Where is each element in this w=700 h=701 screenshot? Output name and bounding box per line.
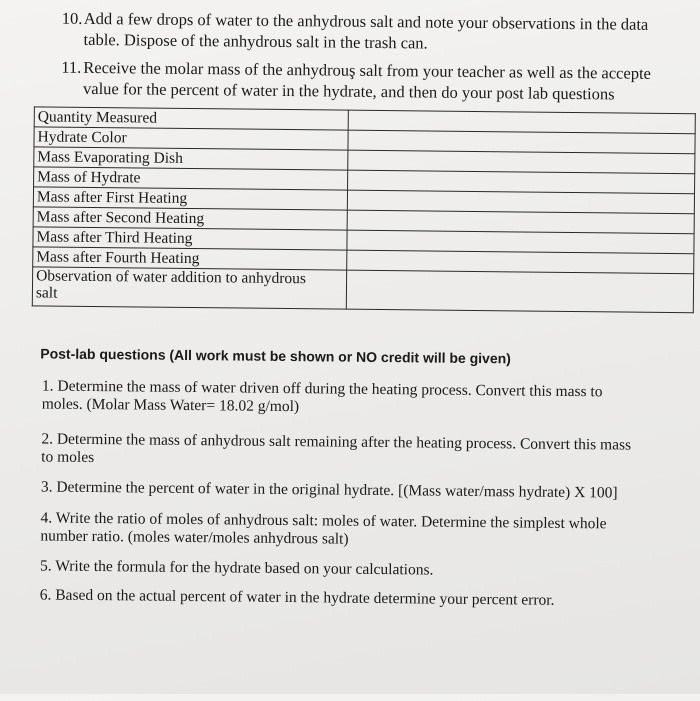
- question-line2: to moles: [41, 448, 95, 467]
- row-label: Mass after First Heating: [33, 187, 347, 210]
- data-table: [32, 106, 696, 313]
- step-text-line1: Add a few drops of water to the anhydrous salt and note your observations in the data: [83, 8, 649, 34]
- row-label: Mass Evaporating Dish: [34, 147, 348, 170]
- question-5: [40, 557, 434, 579]
- question-3: [41, 478, 618, 502]
- row-label: Mass after Third Heating: [33, 227, 347, 250]
- row-label: Mass after Second Heating: [33, 207, 347, 230]
- question-line1: 3. Determine the percent of water in the original hydrate. [(Mass water/mass hydrate) X 100]: [40, 478, 618, 502]
- step-text-line2: value for the percent of water in the hydrate, and then do your post lab questions: [82, 78, 615, 104]
- row-label: Mass of Hydrate: [34, 167, 348, 190]
- question-line2: moles. (Molar Mass Water= 18.02 g/mol): [41, 395, 300, 416]
- question-line1: 5. Write the formula for the hydrate based on your calculations.: [39, 557, 434, 579]
- step-10: [61, 8, 648, 56]
- step-number: 10.: [61, 8, 83, 28]
- step-text-line2: table. Dispose of the anhydrous salt in the trash can.: [83, 29, 428, 53]
- table-row: [32, 267, 693, 313]
- row-label: Mass after Fourth Heating: [33, 247, 347, 270]
- row-value-cell[interactable]: [346, 270, 693, 313]
- row-label-line1: Observation of water addition to anhydrous: [36, 267, 307, 288]
- question-line1: 4. Write the ratio of moles of anhydrous salt: moles of water. Determine the simplest whole: [40, 509, 607, 533]
- question-line2: number ratio. (moles water/moles anhydrous salt): [40, 527, 349, 548]
- step-number: 11.: [61, 57, 82, 77]
- row-label: Hydrate Color: [34, 127, 348, 150]
- question-line1: 6. Based on the actual percent of water in the hydrate determine your percent error.: [39, 586, 555, 609]
- step-11: [61, 57, 651, 105]
- question-1: [42, 377, 603, 419]
- question-line1: 2. Determine the mass of anhydrous salt remaining after the heating process. Convert this mass: [41, 430, 632, 454]
- question-6: [40, 586, 555, 609]
- step-text-line1: Receive the molar mass of the anhydrouş salt from your teacher as well as the accepte: [83, 57, 652, 83]
- question-2: [41, 430, 631, 472]
- row-label: [32, 267, 346, 309]
- question-line1: 1. Determine the mass of water driven off during the heating process. Convert this mass to: [41, 377, 603, 401]
- row-label: Quantity Measured: [34, 107, 348, 130]
- question-4: [40, 509, 606, 551]
- row-label-line2: salt: [35, 284, 58, 302]
- postlab-heading: Post-lab questions (All work must be shown or NO credit will be given): [40, 345, 511, 367]
